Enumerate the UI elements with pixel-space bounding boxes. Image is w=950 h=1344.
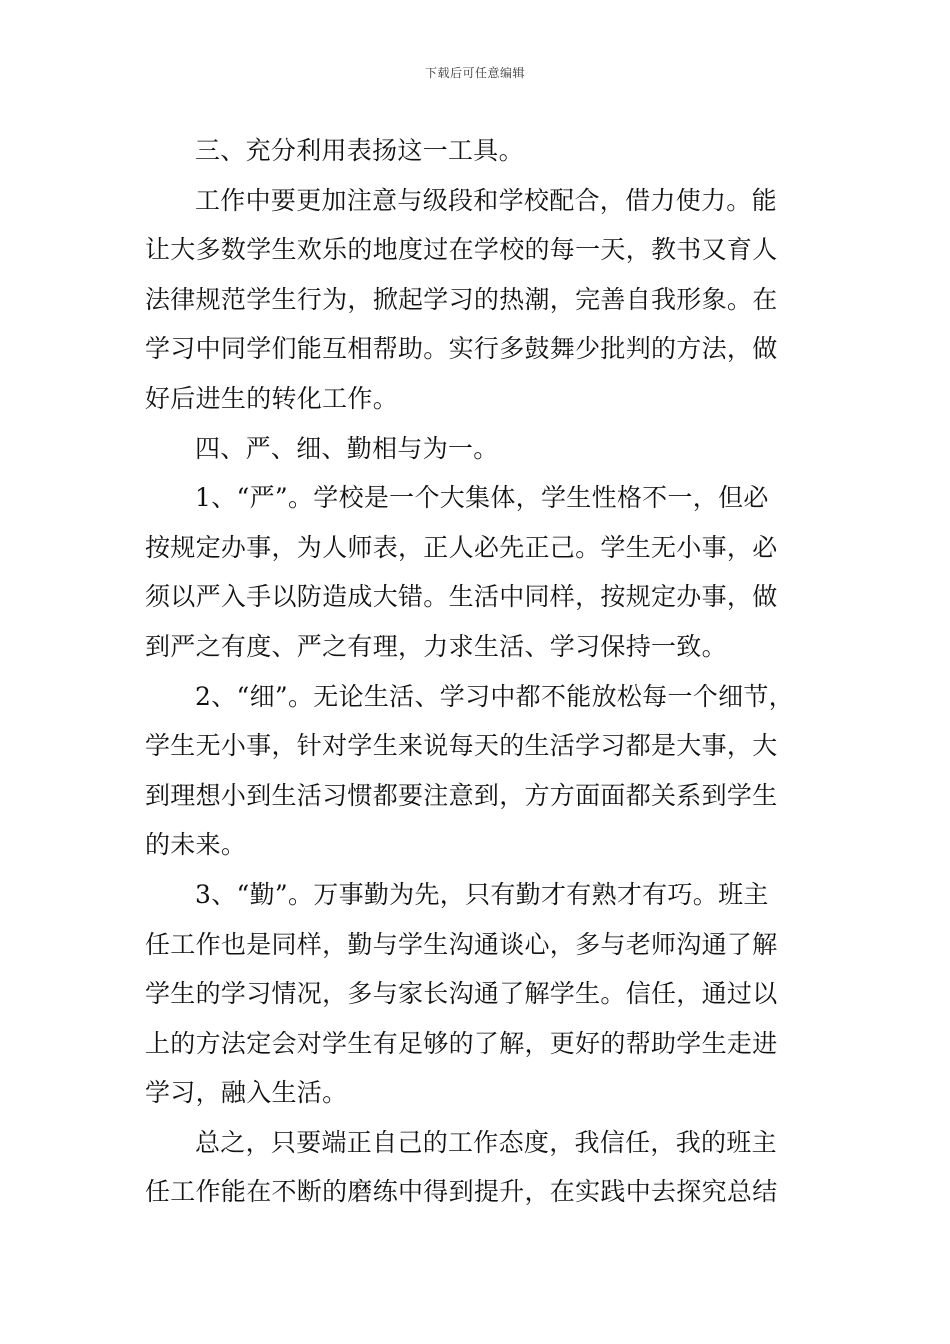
text-line: 按规定办事，为人师表，正人必先正己。学生无小事，必	[145, 532, 778, 562]
text-line: 学生的学习情况，多与家长沟通了解学生。信任，通过以	[145, 979, 778, 1009]
text-line: 任工作能在不断的磨练中得到提升，在实践中去探究总结	[145, 1177, 778, 1207]
text-line: 好后进生的转化工作。	[145, 383, 399, 413]
text-line: 上的方法定会对学生有足够的了解，更好的帮助学生走进	[145, 1028, 778, 1058]
text-line: 让大多数学生欢乐的地度过在学校的每一天，教书又育人	[145, 235, 778, 265]
text-line: 1、“严”。学校是一个大集体，学生性格不一，但必	[195, 483, 769, 513]
text-line: 3、“勤”。万事勤为先，只有勤才有熟才有巧。班主	[195, 879, 769, 909]
text-line: 学习，融入生活。	[145, 1078, 348, 1108]
page-header: 下载后可任意编辑	[424, 66, 525, 80]
document-body	[145, 126, 825, 1217]
text-line: 三、充分利用表扬这一工具。	[195, 136, 524, 165]
text-line: 须以严入手以防造成大错。生活中同样，按规定办事，做	[145, 582, 778, 612]
text-line: 到理想小到生活习惯都要注意到，方方面面都关系到学生	[145, 780, 778, 810]
text-line: 学习中同学们能互相帮助。实行多鼓舞少批判的方法，做	[145, 334, 778, 364]
text-line: 任工作也是同样，勤与学生沟通谈心，多与老师沟通了解	[145, 929, 778, 959]
text-line: 工作中要更加注意与级段和学校配合，借力使力。能	[195, 185, 777, 215]
text-line: 四、严、细、勤相与为一。	[195, 433, 499, 463]
text-line: 2、“细”。无论生活、学习中都不能放松每一个细节，	[195, 681, 794, 711]
text-line: 学生无小事，针对学生来说每天的生活学习都是大事，大	[145, 731, 778, 761]
text-line: 法律规范学生行为，掀起学习的热潮，完善自我形象。在	[145, 284, 778, 314]
text-line: 总之，只要端正自己的工作态度，我信任，我的班主	[195, 1127, 777, 1157]
text-line: 的未来。	[145, 830, 247, 860]
text-line: 到严之有度、严之有理，力求生活、学习保持一致。	[145, 631, 727, 661]
